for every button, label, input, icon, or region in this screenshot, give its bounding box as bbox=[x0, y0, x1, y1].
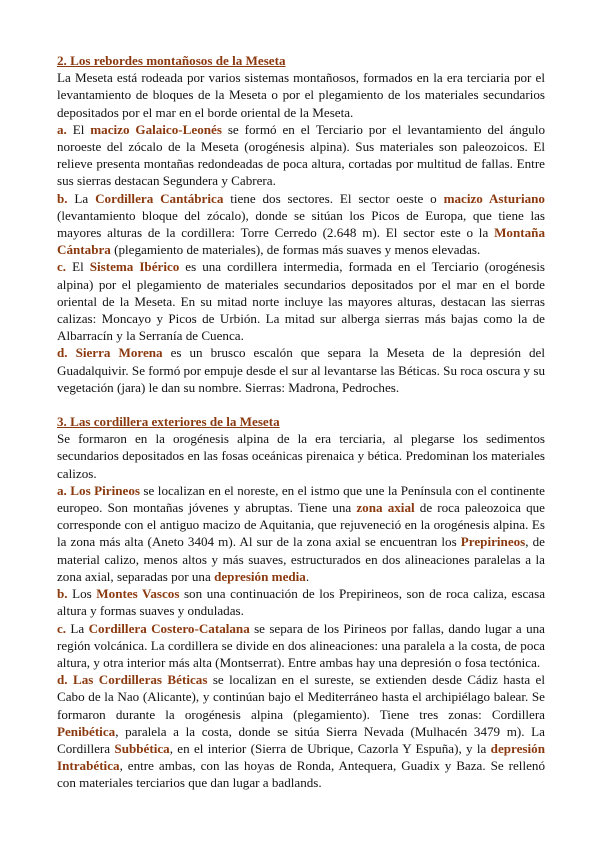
keyword-macizo-galaico-leones: macizo Galaico-Leonés bbox=[90, 121, 222, 137]
keyword-macizo-asturiano: macizo Asturiano bbox=[443, 190, 545, 206]
keyword-depresion-media: depresión media bbox=[214, 568, 306, 584]
section-2-item-c: c. El Sistema Ibérico es una cordillera intermedia, formada en el Terciario (orogénesis alpina) por el plegamiento de materiales secundarios depositados por el mar en el borde oriental de la Meseta. En su mitad norte incluye las mayores alturas, destacan las sierras calizas: Moncayo y Picos de Urbión. La mitad sur alberga sierras más bajas como la de Albarracín y la Serranía de Cuenca. bbox=[57, 259, 545, 344]
section-2-item-b: b. La Cordillera Cantábrica tiene dos sectores. El sector oeste o macizo Asturiano (levantamiento bloque del zócalo), donde se sitúan los Picos de Europa, que tiene las mayores alturas de la cordillera: Torre Cerredo (2.648 m). El sector este o la Montaña Cántabra (plegamiento de materiales), de formas más suaves y menos elevadas. bbox=[57, 190, 545, 258]
keyword-montes-vascos: Montes Vascos bbox=[96, 586, 180, 602]
section-3-item-a: a. Los Pirineos se localizan en el noreste, en el istmo que une la Península con el continente europeo. Son montañas jóvenes y abruptas. Tiene una zona axial de roca paleozoica que corresponde con el antiguo macizo de Aquitania, que rejuveneció en la orogénesis alpina. Es la zona más alta (Aneto 3404 m). Al sur de la zona axial se encuentran los Prepirineos, de material calizo, menos altos y más suaves, estructurados en dos alineaciones paralelas a la zona axial, separadas por una depresión media. bbox=[57, 482, 545, 584]
keyword-prepirineos: Prepirineos bbox=[460, 534, 526, 550]
item-marker: b. bbox=[57, 190, 68, 206]
keyword-los-pirineos: Los Pirineos bbox=[70, 482, 140, 498]
keyword-depresion-intrabetica: depresión Intrabética bbox=[57, 740, 545, 774]
section-3-title: 3. Las cordillera exteriores de la Meseta bbox=[57, 414, 280, 430]
keyword-zona-axial: zona axial bbox=[356, 500, 415, 516]
keyword-subbetica: Subbética bbox=[114, 740, 170, 756]
keyword-cordillera-cantabrica: Cordillera Cantábrica bbox=[95, 190, 224, 206]
section-3-item-b: b. Los Montes Vascos son una continuación de los Prepirineos, son de roca caliza, escasa altura y formas suaves y onduladas. bbox=[57, 586, 545, 619]
keyword-montana-cantabra: Montaña Cántabra bbox=[57, 225, 545, 258]
keyword-penibetica: Penibética bbox=[57, 723, 116, 739]
item-marker: c. bbox=[57, 620, 67, 636]
keyword-sierra-morena: Sierra Morena bbox=[75, 345, 163, 361]
item-marker: d. bbox=[57, 672, 68, 688]
section-2-item-d: d. Sierra Morena es un brusco escalón que separa la Meseta de la depresión del Guadalquivir. Se formó por empuje desde el sur al levantarse las Béticas. Su roca oscura y su vegetación (jara) le dan su nombre. Sierras: Madrona, Pedroches. bbox=[57, 345, 546, 395]
section-3-item-d: d. Las Cordilleras Béticas se localizan en el sureste, se extienden desde Cádiz hasta el Cabo de la Nao (Alicante), y continúan bajo el Mediterráneo hasta el archipiélago balear. Se formaron durante la orogénesis alpina (plegamiento). Tiene tres zonas: Cordillera Penibética, paralela a la costa, donde se sitúa Sierra Nevada (Mulhacén 3479 m). La Cordillera Subbética, en el interior (Sierra de Ubrique, Cazorla Y Espuña), y la depresión Intrabética, entre ambas, con las hoyas de Ronda, Antequera, Guadix y Baza. Se rellenó con materiales terciarios que dan lugar a badlands. bbox=[57, 672, 545, 791]
item-marker: a. bbox=[57, 121, 67, 137]
item-marker: d. bbox=[57, 345, 68, 361]
document-page bbox=[57, 52, 545, 792]
keyword-cordillera-costero-catalana: Cordillera Costero-Catalana bbox=[88, 620, 250, 636]
section-2-title: 2. Los rebordes montañosos de la Meseta bbox=[57, 53, 286, 68]
section-spacer bbox=[57, 396, 545, 413]
section-2-item-a: a. El macizo Galaico-Leonés se formó en el Terciario por el levantamiento del ángulo noroeste del zócalo de la Meseta (orogénesis alpina). Sus materiales son paleozoicos. El relieve presenta montañas redondeadas de poca altura, cortadas por multitud de fallas. Entre sus sierras destacan Segundera y Cabrera. bbox=[57, 121, 546, 189]
item-marker: a. bbox=[57, 482, 67, 498]
item-marker: c. bbox=[57, 259, 67, 275]
keyword-cordilleras-beticas: Las Cordilleras Béticas bbox=[72, 672, 208, 688]
section-2-intro: La Meseta está rodeada por varios sistemas montañosos, formados en la era terciaria por el levantamiento de bloques de la Meseta o por el plegamiento de los materiales secundarios depositados por el mar en el borde oriental de la Meseta. bbox=[57, 70, 545, 120]
section-3-item-c: c. La Cordillera Costero-Catalana se separa de los Pirineos por fallas, dando lugar a una región volcánica. La cordillera se divide en dos alineaciones: una paralela a la costa, de poca altura, y otra interior más alta (Montserrat). Entre ambas hay una depresión o fosa tectónica. bbox=[57, 620, 545, 670]
keyword-sistema-iberico: Sistema Ibérico bbox=[89, 259, 180, 275]
section-3-intro: Se formaron en la orogénesis alpina de la era terciaria, al plegarse los sedimentos secundarios depositados en las fosas oceánicas pirenaica y bética. Predominan los materiales calizos. bbox=[57, 431, 545, 481]
item-marker: b. bbox=[57, 586, 68, 602]
